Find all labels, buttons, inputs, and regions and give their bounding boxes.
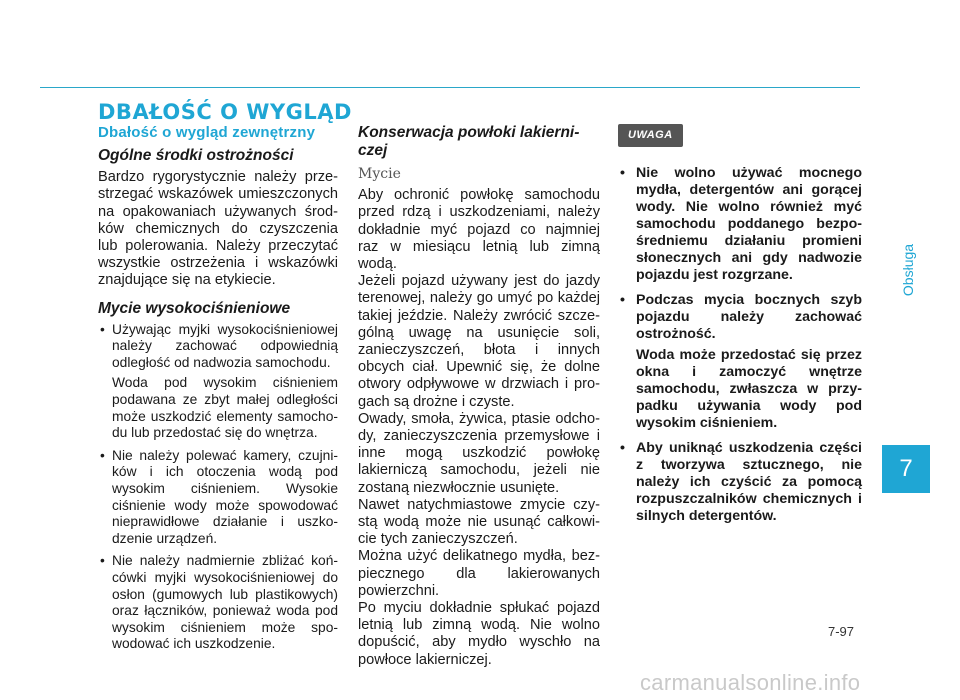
paragraph: Po myciu dokładnie spłukać pojazd letnią lub zimną wodą. Nie wolno dopuścić, aby mydło wyschło na powłoce lakierniczej. [358,600,600,668]
list-item [98,553,338,653]
chapter-label: Obsługa [900,243,916,297]
caution-list [618,165,862,525]
column-1 [98,124,338,659]
heading-general-precautions: Ogólne środki ostrożności [98,147,294,165]
list-item-subtext: Woda pod wysokim ciśnieniem podawana ze zbyt małej odległości może uszkodzić elementy samochodu lub przedostać się do wnętrza. [112,375,338,441]
list-item-subtext: Woda może przedostać się przez okna i zamoczyć wnętrze samochodu, zwłaszcza w przypadku używania wody pod wysokim ciśnieniem. [636,347,862,432]
paragraph: Jeżeli pojazd używany jest do jazdy terenowej, należy go umyć po każdej takiej jeździe. Należy zwrócić szczególną uwagę na usunięcie soli, zanieczyszczeń, błota i innych obcych ciał. Upewnić się, że dolne otwory odpływowe w drzwiach i progach są drożne i czyste. [358,273,600,410]
list-item [618,292,862,432]
list-item-text: Nie należy polewać kamery, czujników i ich otoczenia wodą pod wysokim ciśnieniem. Wysokie ciśnienie wody może spowodować nieprawidłowe działanie i uszkodzenie urządzeń. [112,447,338,546]
paragraph: Można użyć delikatnego mydła, bezpiecznego dla lakierowanych powierzchni. [358,548,600,599]
watermark: carmanualsonline.info [640,670,861,695]
list-item [618,440,862,525]
label-washing: Mycie [358,166,401,182]
list-item-text: Nie należy nadmiernie zbliżać końcówki myjki wysokociśnieniowej do osłon (gumowych lub plastikowych) oraz łączników, ponieważ woda pod wysokim ciśnieniem może spowodować ich uszkodzenie. [112,553,338,652]
paragraph-general: Bardzo rygorystycznie należy przestrzegać wskazówek umieszczonych na opakowaniach używanych środków chemicznych do czyszczenia lub polerowania. Należy przeczytać wszystkie ostrzeżenia i wskazówki znajdujące się na etykiecie. [98,169,338,289]
header-rule [40,87,860,88]
paragraph: Nawet natychmiastowe zmycie czystą wodą może nie usunąć całkowicie tych zanieczyszczeń. [358,496,600,548]
list-item [618,165,862,284]
pressure-washing-list [98,322,338,653]
list-item-text: Używając myjki wysokociśnieniowej należy zachować odpowiednią odległość od nadwozia samochodu. [112,321,338,370]
paragraph: Aby ochronić powłokę samochodu przed rdzą i uszkodzeniami, należy dokładnie myć pojazd co najmniej raz w miesiącu letnią lub zimną wodą. [358,187,600,273]
list-item-text: Nie wolno używać mocnego mydła, detergentów ani gorącej wody. Nie wolno również myć samochodu poddanego bezpośredniemu działaniu promieni słonecznych ani gdy nadwozie pojazdu jest rozgrzane. [636,165,862,284]
column-3 [618,124,862,533]
list-item-text: Podczas mycia bocznych szyb pojazdu należy zachować ostrożność. [636,292,862,343]
paragraph: Owady, smoła, żywica, ptasie odchody, zanieczyszczenia przemysłowe i inne mogą uszkodzić powłokę lakierniczą samochodu, jeżeli nie zostaną niezwłocznie usunięte. [358,410,600,496]
list-item-text: Aby uniknąć uszkodzenia części z tworzywa sztucznego, nie należy ich czyścić za pomocą rozpuszczalników chemicznych i silnych detergentów. [636,440,862,525]
page-number: 7-97 [828,624,855,639]
subtitle: Dbałość o wygląd zewnętrzny [98,124,316,141]
column-2 [358,124,600,669]
section-title: DBAŁOŚĆ O WYGLĄD [98,100,352,124]
list-item [98,448,338,548]
chapter-tab: 7 [882,445,930,493]
heading-pressure-washing: Mycie wysokociśnieniowe [98,299,291,317]
caution-badge: UWAGA [618,124,683,147]
heading-paint-care: Konserwacja powłoki lakierniczej [358,124,580,159]
list-item [98,322,338,442]
